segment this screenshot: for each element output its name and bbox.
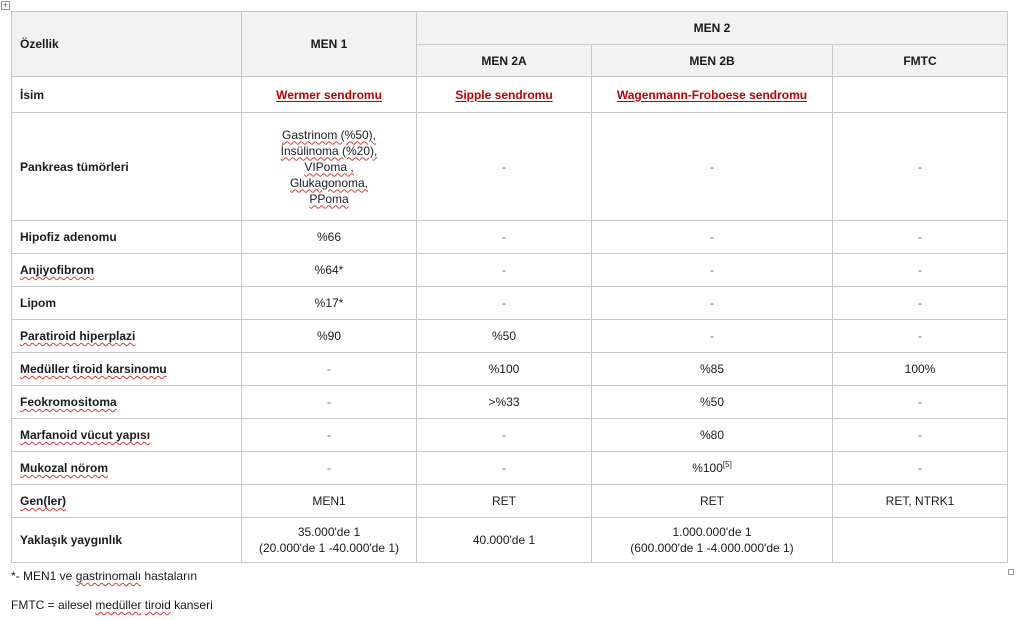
table-row <box>12 320 1008 353</box>
sipple-link[interactable]: Sipple sendromu <box>455 87 553 102</box>
table-move-handle-icon[interactable]: + <box>2 0 9 10</box>
cell-men1: - <box>242 353 417 386</box>
cell-men2b: %80 <box>592 419 833 452</box>
cell-men1: %17* <box>242 287 417 320</box>
cell-fmtc: - <box>833 254 1008 287</box>
row-label: Gen(ler) <box>12 485 242 518</box>
header-fmtc: FMTC <box>833 45 1008 77</box>
cell-fmtc: - <box>833 287 1008 320</box>
table-row <box>12 77 1008 113</box>
cell-men2a: - <box>417 254 592 287</box>
table-row <box>12 113 1008 221</box>
cell-men2a: 40.000'de 1 <box>417 518 592 563</box>
cell-men2a: - <box>417 287 592 320</box>
row-label: Mukozal nörom <box>12 452 242 485</box>
cell-men2a: %100 <box>417 353 592 386</box>
table-row <box>12 353 1008 386</box>
table-row <box>12 452 1008 485</box>
cell-men2a: - <box>417 113 592 221</box>
cell-men2a: >%33 <box>417 386 592 419</box>
cell-fmtc: - <box>833 221 1008 254</box>
row-label: Marfanoid vücut yapısı <box>12 419 242 452</box>
row-label: Anjiyofibrom <box>12 254 242 287</box>
footnote-2: FMTC = ailesel medüller tiroid kanseri <box>11 598 213 612</box>
cell-men2a: - <box>417 452 592 485</box>
cell-fmtc: - <box>833 419 1008 452</box>
cell-men1: %66 <box>242 221 417 254</box>
row-label: Yaklaşık yaygınlık <box>12 518 242 563</box>
cell-fmtc: - <box>833 386 1008 419</box>
cell-men2b: RET <box>592 485 833 518</box>
footnote-1: *- MEN1 ve gastrinomalı hastaların <box>11 569 198 583</box>
row-label: Medüller tiroid karsinomu <box>12 353 242 386</box>
cell-men1: %90 <box>242 320 417 353</box>
cell-fmtc: RET, NTRK1 <box>833 485 1008 518</box>
cell-fmtc <box>833 518 1008 563</box>
row-label: Feokromositoma <box>12 386 242 419</box>
cell-men1: - <box>242 452 417 485</box>
cell-men2b: - <box>592 221 833 254</box>
table-resize-handle-icon[interactable] <box>1008 569 1014 575</box>
cell-men2b: 1.000.000'de 1 (600.000'de 1 -4.000.000'de 1) <box>592 518 833 563</box>
cell-men2a: - <box>417 221 592 254</box>
cell-men2a: RET <box>417 485 592 518</box>
cell-men1: - <box>242 419 417 452</box>
cell-men2b: %50 <box>592 386 833 419</box>
wermer-link[interactable]: Wermer sendromu <box>276 87 382 102</box>
table-row <box>12 221 1008 254</box>
table-row <box>12 254 1008 287</box>
table-row <box>12 419 1008 452</box>
cell-men1: MEN1 <box>242 485 417 518</box>
row-label: Paratiroid hiperplazi <box>12 320 242 353</box>
citation-sup[interactable]: [5] <box>722 460 732 469</box>
cell-men1: Gastrinom (%50), İnsülinoma (%20), VIPoma , Glukagonoma, PPoma <box>242 113 417 221</box>
row-label: Lipom <box>12 287 242 320</box>
header-men2a: MEN 2A <box>417 45 592 77</box>
cell-men2b: %100[5] <box>592 452 833 485</box>
cell-men2b: %85 <box>592 353 833 386</box>
cell-men2b: - <box>592 320 833 353</box>
cell-fmtc <box>833 77 1008 113</box>
cell-fmtc: - <box>833 320 1008 353</box>
cell-fmtc: - <box>833 452 1008 485</box>
cell-men2a: %50 <box>417 320 592 353</box>
header-men2b: MEN 2B <box>592 45 833 77</box>
header-men2: MEN 2 <box>417 12 1008 45</box>
wagenmann-link[interactable]: Wagenmann-Froboese sendromu <box>616 87 808 102</box>
men-syndromes-table <box>11 11 1008 563</box>
cell-fmtc: 100% <box>833 353 1008 386</box>
cell-men1: - <box>242 386 417 419</box>
header-men1: MEN 1 <box>242 12 417 77</box>
table-row <box>12 485 1008 518</box>
row-label: İsim <box>12 77 242 113</box>
cell-men1: %64* <box>242 254 417 287</box>
table-row <box>12 287 1008 320</box>
header-feature: Özellik <box>12 12 242 77</box>
cell-men2b: - <box>592 254 833 287</box>
cell-men2b: - <box>592 113 833 221</box>
cell-men2b: - <box>592 287 833 320</box>
table-row <box>12 386 1008 419</box>
row-label: Hipofiz adenomu <box>12 221 242 254</box>
table-row <box>12 518 1008 563</box>
row-label: Pankreas tümörleri <box>12 113 242 221</box>
cell-men1: 35.000'de 1 (20.000'de 1 -40.000'de 1) <box>242 518 417 563</box>
cell-fmtc: - <box>833 113 1008 221</box>
cell-men2a: - <box>417 419 592 452</box>
